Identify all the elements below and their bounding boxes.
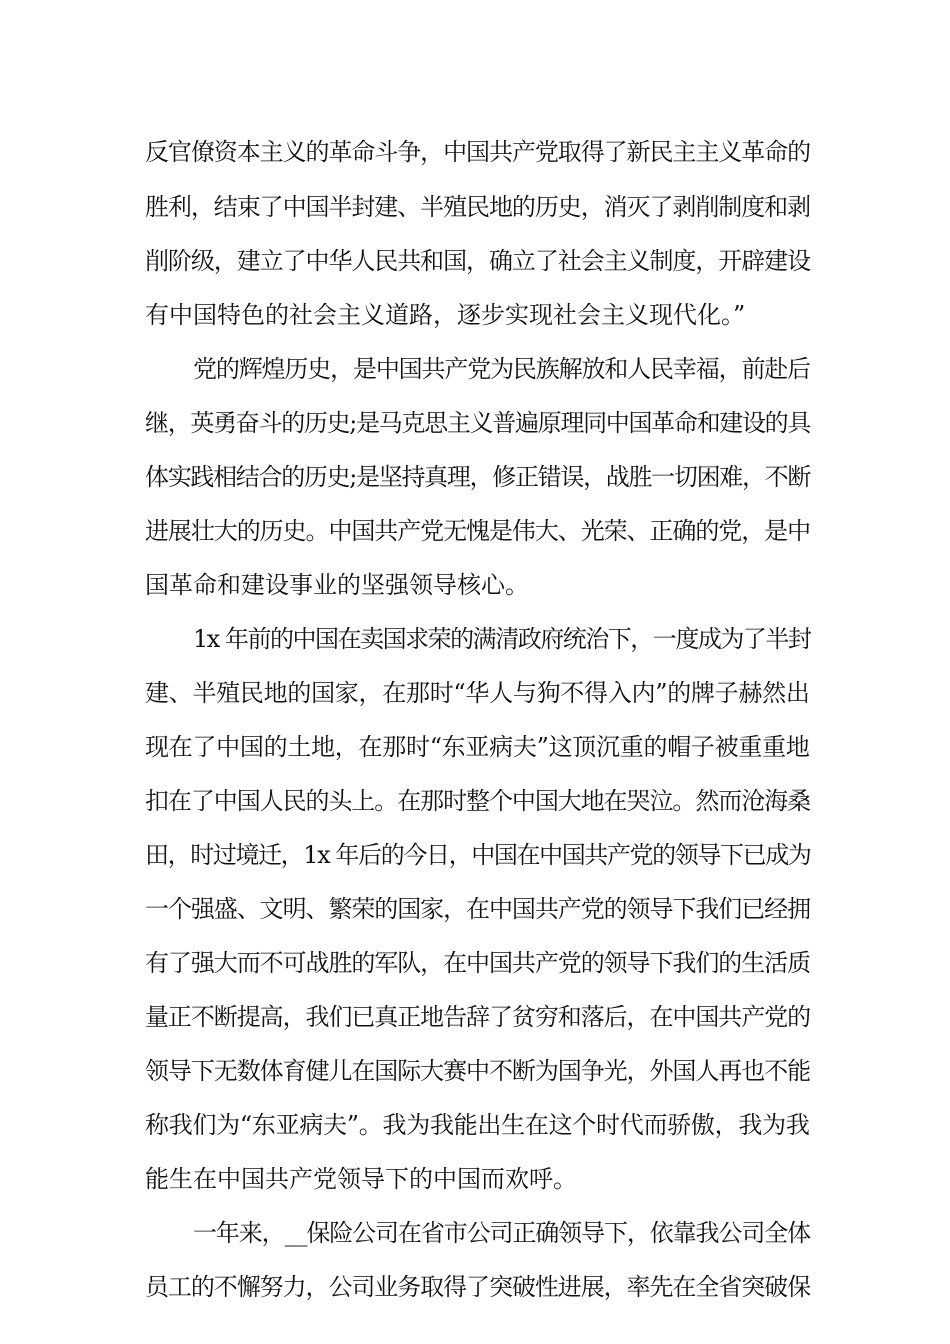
text-line: 现在了中国的土地，在那时“东亚病夫”这顶沉重的帽子被重重地 — [145, 733, 810, 761]
text-line: 建、半殖民地的国家，在那时“华人与狗不得入内”的牌子赫然出 — [145, 679, 810, 707]
text-line: 量正不断提高，我们已真正地告辞了贫穷和落后，在中国共产党的 — [145, 1003, 810, 1031]
text-line: 体实践相结合的历史;是坚持真理，修正错误，战胜一切困难，不断 — [145, 463, 811, 491]
text-line: 国革命和建设事业的坚强领导核心。 — [145, 571, 529, 599]
text-line: 1x 年前的中国在卖国求荣的满清政府统治下，一度成为了半封 — [193, 625, 811, 653]
text-line: 一年来，__保险公司在省市公司正确领导下，依靠我公司全体 — [193, 1219, 810, 1247]
text-line: 有了强大而不可战胜的军队，在中国共产党的领导下我们的生活质 — [145, 949, 810, 977]
text-line: 扣在了中国人民的头上。在那时整个中国大地在哭泣。然而沧海桑 — [145, 787, 810, 815]
text-line: 胜利，结束了中国半封建、半殖民地的历史，消灭了剥削制度和剥 — [145, 193, 810, 221]
text-line: 能生在中国共产党领导下的中国而欢呼。 — [145, 1165, 577, 1193]
text-line: 党的辉煌历史，是中国共产党为民族解放和人民幸福，前赴后 — [193, 355, 810, 383]
text-line: 反官僚资本主义的革命斗争，中国共产党取得了新民主主义革命的 — [145, 138, 810, 166]
text-line: 田，时过境迁，1x 年后的今日，中国在中国共产党的领导下已成为 — [145, 841, 811, 869]
text-line: 继，英勇奋斗的历史;是马克思主义普遍原理同中国革命和建设的具 — [145, 409, 811, 437]
text-line: 称我们为“东亚病夫”。我为我能出生在这个时代而骄傲，我为我 — [145, 1111, 810, 1139]
text-line: 一个强盛、文明、繁荣的国家，在中国共产党的领导下我们已经拥 — [145, 895, 810, 923]
text-line: 领导下无数体育健儿在国际大赛中不断为国争光，外国人再也不能 — [145, 1057, 810, 1085]
text-line: 员工的不懈努力，公司业务取得了突破性进展，率先在全省突破保 — [145, 1273, 810, 1301]
text-line: 进展壮大的历史。中国共产党无愧是伟大、光荣、正确的党，是中 — [145, 517, 810, 545]
text-line: 有中国特色的社会主义道路，逐步实现社会主义现代化。” — [145, 301, 746, 329]
text-line: 削阶级，建立了中华人民共和国，确立了社会主义制度，开辟建设 — [145, 247, 810, 275]
